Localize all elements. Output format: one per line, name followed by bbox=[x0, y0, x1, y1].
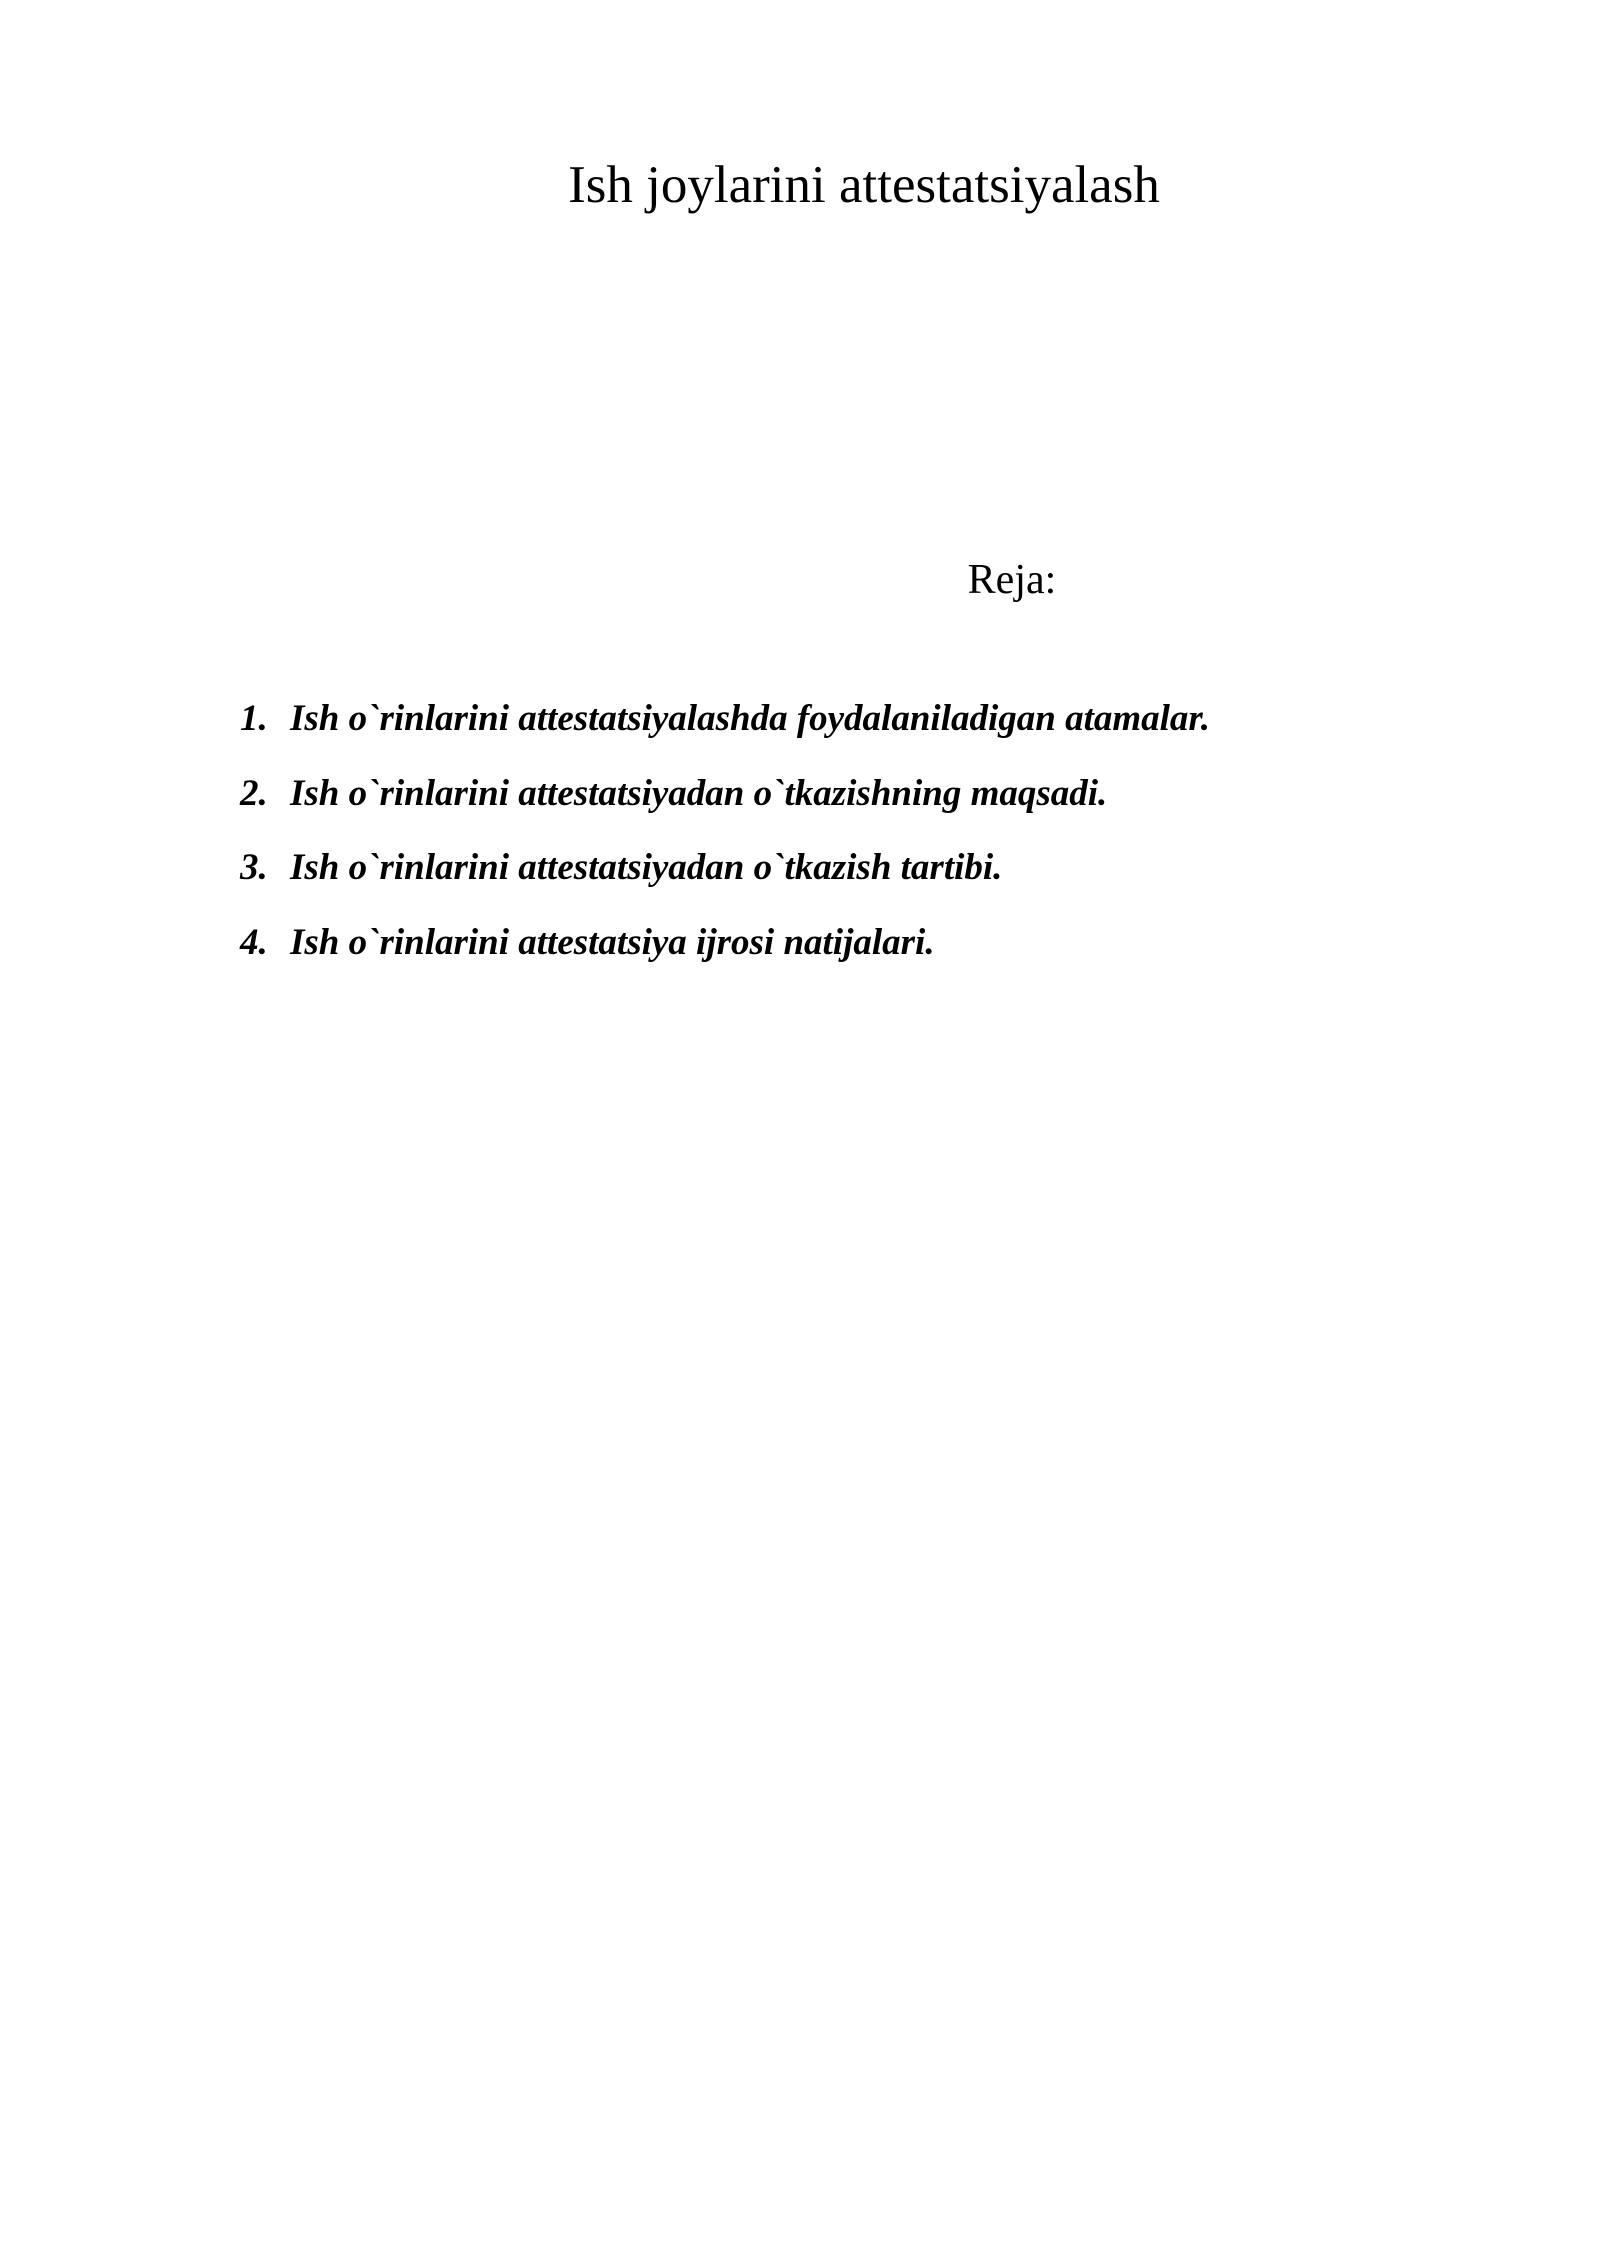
page-title: Ish joylarini attestatsiyalash bbox=[568, 156, 1160, 214]
plan-item-text: Ish o`rinlarini attestatsiyadan o`tkazish tartibi. bbox=[290, 847, 1003, 888]
plan-item-number: 3. bbox=[240, 847, 268, 888]
plan-item-2 bbox=[240, 769, 1210, 844]
plan-item-text: Ish o`rinlarini attestatsiyadan o`tkazishning maqsadi. bbox=[290, 772, 1108, 814]
plan-item-4 bbox=[240, 918, 1210, 993]
plan-item-number: 4. bbox=[240, 921, 268, 963]
plan-item-1 bbox=[240, 694, 1210, 769]
plan-list bbox=[240, 694, 1210, 992]
plan-item-3 bbox=[240, 843, 1210, 918]
plan-item-number: 2. bbox=[240, 772, 268, 814]
plan-item-number: 1. bbox=[240, 698, 268, 739]
plan-item-text: Ish o`rinlarini attestatsiyalashda foydalaniladigan atamalar. bbox=[290, 698, 1211, 739]
plan-item-text: Ish o`rinlarini attestatsiya ijrosi natijalari. bbox=[290, 921, 935, 963]
plan-heading: Reja: bbox=[967, 557, 1057, 603]
